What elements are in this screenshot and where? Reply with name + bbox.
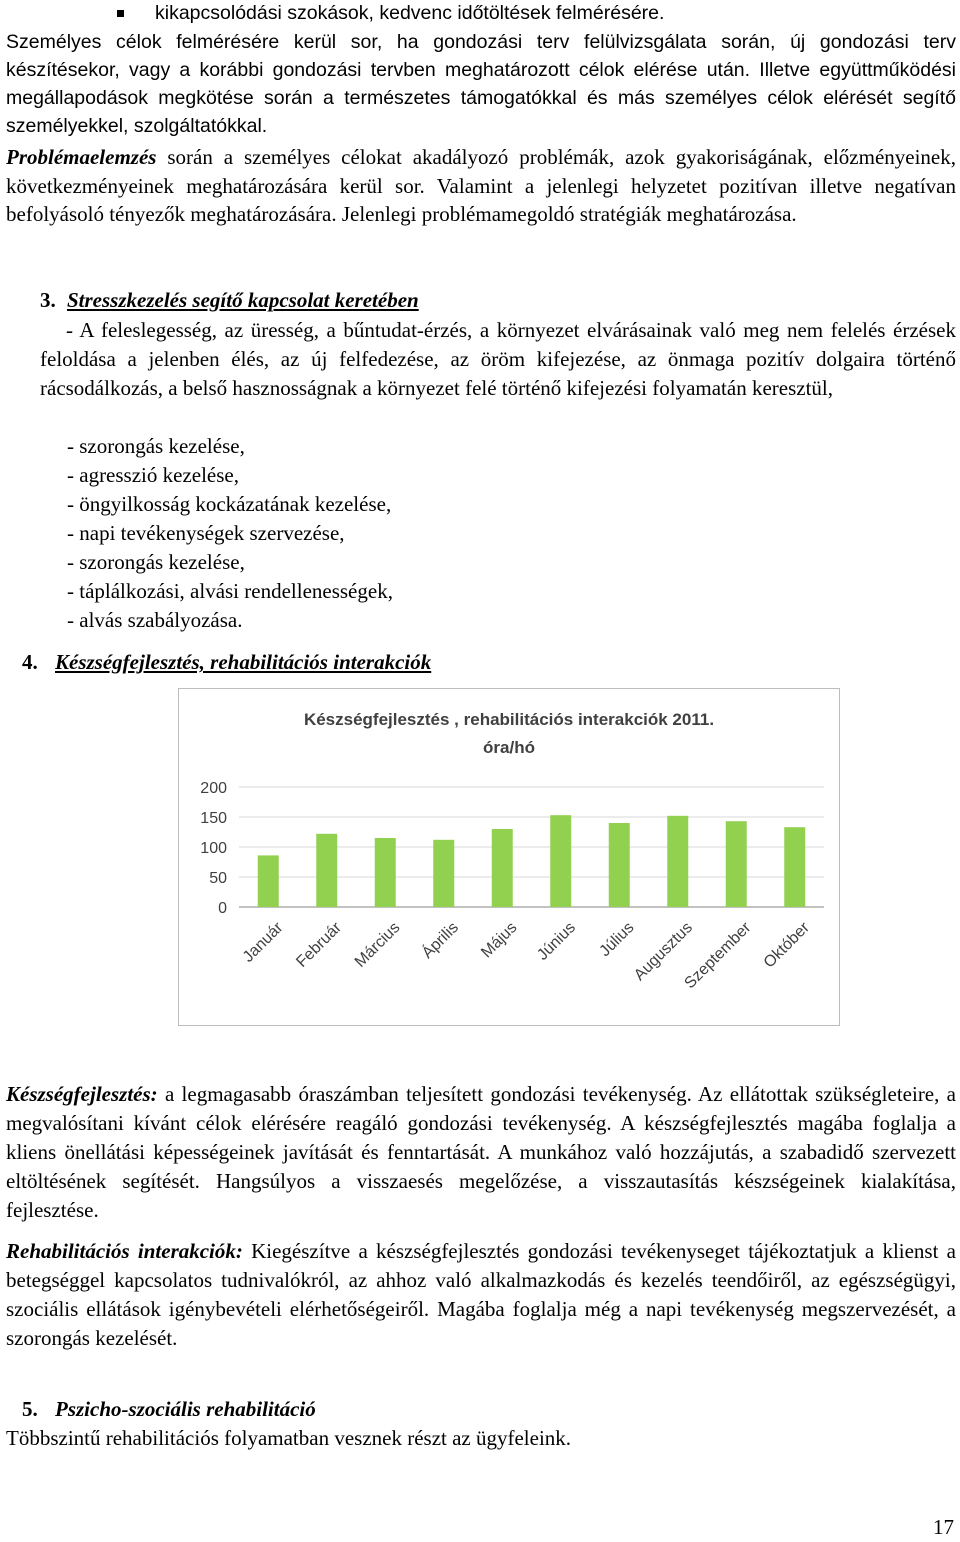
section-5-title: Pszicho-szociális rehabilitáció <box>55 1397 316 1421</box>
bar-június <box>550 815 571 907</box>
y-tick-label: 50 <box>209 870 227 887</box>
bar-március <box>375 838 396 907</box>
section-3-number: 3. <box>40 288 56 312</box>
list-item: - napi tevékenységek szervezése, <box>67 521 345 545</box>
paragraph-problem-analysis <box>6 143 956 229</box>
chart-frame <box>178 688 840 1026</box>
x-tick-label: Október <box>760 919 813 972</box>
x-tick-label: Szeptember <box>681 919 755 993</box>
bar-október <box>784 827 805 907</box>
chart-title: Készségfejlesztés , rehabilitációs interakciók 2011. <box>303 710 715 729</box>
bar-május <box>492 829 513 907</box>
list-item: - szorongás kezelése, <box>67 434 245 458</box>
section-3-heading <box>40 286 419 315</box>
y-tick-label: 0 <box>218 900 227 917</box>
bullet-square-icon <box>117 10 124 17</box>
section-3-intro: - A feleslegesség, az üresség, a bűntudat-érzés, a környezet elvárásainak való meg nem felelés érzések feloldása a jelenben élés, az új felfedezése, az öröm kifejezése, az önmaga pozitív dolgaira történő rácsodálkozás, a belső hasznosságnak a környezet felé történő kifejezési folyamatán keresztül, <box>40 318 956 400</box>
y-tick-label: 200 <box>200 780 227 797</box>
top-bullet-text: kikapcsolódási szokások, kedvenc időtöltések felmérésére. <box>155 2 665 24</box>
bar-július <box>609 823 630 907</box>
chart-subtitle: óra/hó <box>483 738 535 757</box>
section-5-heading <box>22 1395 316 1424</box>
section-3-title: Stresszkezelés segítő kapcsolat keretében <box>67 288 419 312</box>
y-tick-label: 100 <box>200 840 227 857</box>
list-item: - táplálkozási, alvási rendellenességek, <box>67 579 393 603</box>
list-item: - alvás szabályozása. <box>67 608 243 632</box>
paragraph-skill-development <box>6 1080 956 1225</box>
list-item: - öngyilkosság kockázatának kezelése, <box>67 492 392 516</box>
bar-chart <box>179 689 839 1025</box>
paragraph-rehab-interactions <box>6 1237 956 1353</box>
bar-február <box>316 834 337 907</box>
page-number: 17 <box>933 1515 954 1539</box>
x-tick-label: Január <box>239 919 287 966</box>
skill-development-text: a legmagasabb óraszámban teljesített gondozási tevékenység. Az ellátottak szükségleteire, a megvalósítani kívánt célok elérésére reagáló gondozási tevékenység. A készségfejlesztés magába foglalja a kliens önellátási képességeinek javítását és fenntartását. A munkához való hozzájutás, a szabadidő szervezett eltöltésének segítését. Hangsúlyos a visszaesés megelőzése, a visszautasítás készségeinek kialakítása, fejlesztése. <box>6 1082 956 1222</box>
skill-development-lead: Készségfejlesztés: <box>6 1082 158 1106</box>
bar-április <box>433 840 454 907</box>
x-tick-label: Május <box>478 919 521 962</box>
section-5-number: 5. <box>22 1397 38 1421</box>
bar-január <box>258 855 279 907</box>
list-item: - szorongás kezelése, <box>67 550 245 574</box>
x-tick-label: Április <box>419 919 462 962</box>
problem-analysis-text: során a személyes célokat akadályozó problémák, azok gyakoriságának, előzményeinek, következményeinek meghatározására kerül sor. Valamint a jelenlegi helyzetet pozitívan illetve negatívan befolyásoló tényezők meghatározására. Jelenlegi problémamegoldó stratégiák meghatározása. <box>6 145 956 226</box>
rehab-interactions-text: Kiegészítve a készségfejlesztés gondozási tevékenyseget tájékoztatjuk a klienst a betegséggel kapcsolatos tudnivalókról, az ahhoz való alkalmazkodás és kezelés teendőiről, az egészségügyi, szociális ellátások igénybevételi elérhetőségeiről. Magába foglalja még a napi tevékenység megszervezését, a szorongás kezelését. <box>6 1239 956 1350</box>
problem-analysis-lead: Problémaelemzés <box>6 145 157 169</box>
bar-augusztus <box>667 816 688 907</box>
rehab-interactions-lead: Rehabilitációs interakciók: <box>6 1239 243 1263</box>
list-item: - agresszió kezelése, <box>67 463 239 487</box>
x-tick-label: Július <box>596 919 638 961</box>
x-tick-label: Február <box>293 919 345 971</box>
section-4-title: Készségfejlesztés, rehabilitációs interakciók <box>55 650 432 674</box>
paragraph-personal-goals: Személyes célok felmérésére kerül sor, ha gondozási terv felülvizsgálata során, új gondozási terv készítésekor, vagy a korábbi gondozási tervben meghatározott célok elérése után. Illetve együttműködési megállapodások megkötése során a természetes támogatókkal és más személyes célok elérését segítő személyekkel, szolgáltatókkal. <box>6 31 956 137</box>
x-tick-label: Március <box>351 919 404 971</box>
section-4-number: 4. <box>22 650 38 674</box>
bar-szeptember <box>726 821 747 907</box>
x-tick-label: Június <box>534 919 579 964</box>
section-5-text: Többszintű rehabilitációs folyamatban vesznek részt az ügyfeleink. <box>6 1426 572 1450</box>
section-4-heading <box>22 648 431 677</box>
x-tick-label: Augusztus <box>631 919 696 985</box>
y-tick-label: 150 <box>200 810 227 827</box>
